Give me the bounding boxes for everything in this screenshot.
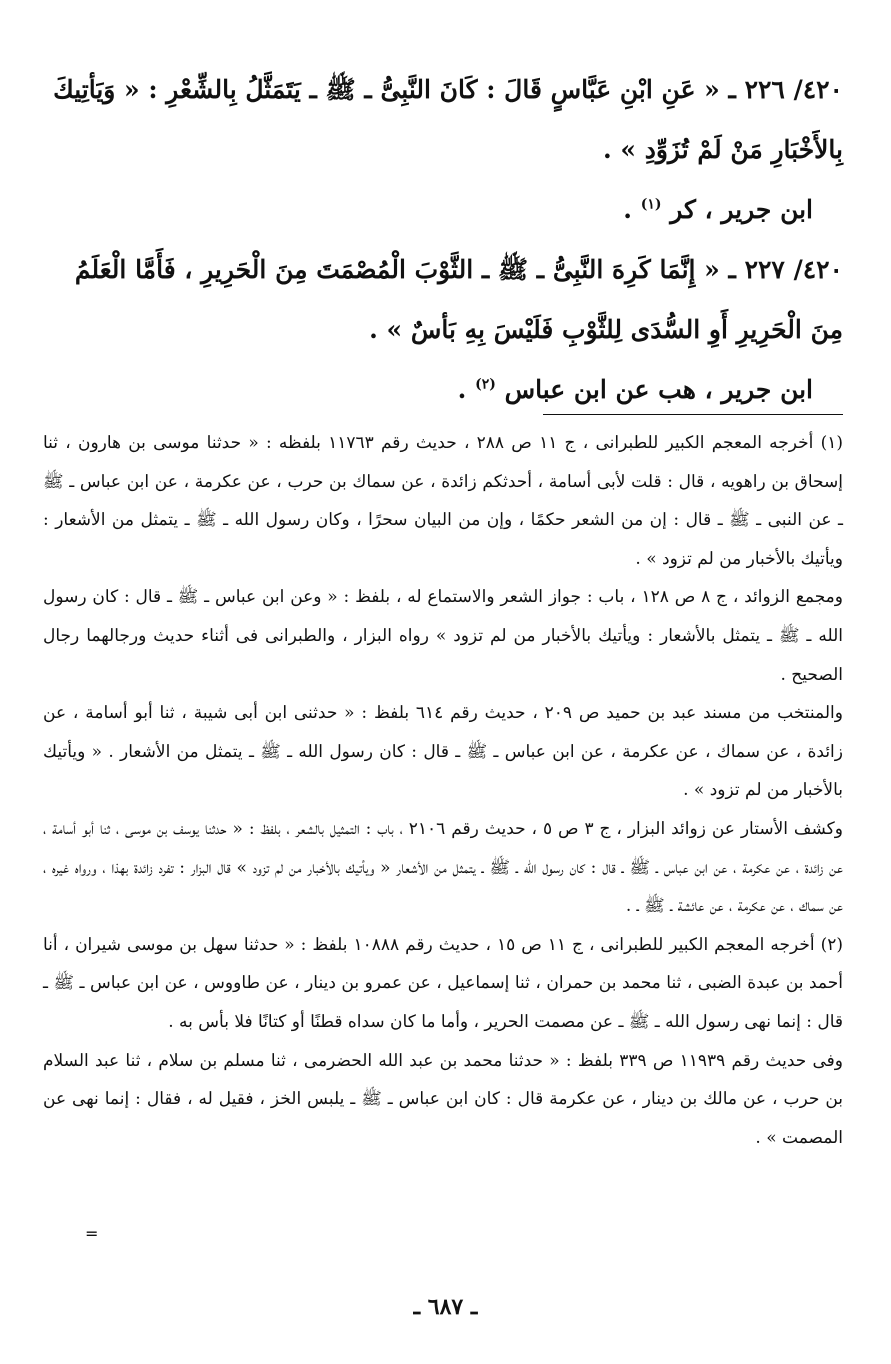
hadith-227-source: [43, 360, 843, 420]
source-end: .: [457, 375, 467, 404]
source-text: ابن جرير ، كر: [670, 195, 813, 224]
hadith-number: ٤٢٠/ ٢٢٦ ـ: [728, 75, 843, 104]
hadith-227-line1: [43, 240, 843, 300]
page-number: ـ ٦٨٧ ـ: [413, 1294, 478, 1320]
source-text: ابن جرير ، هب عن ابن عباس: [504, 375, 813, 404]
footnote-divider: [543, 414, 843, 415]
main-text-block: [43, 60, 843, 420]
footnote-1-para-3: والمنتخب من مسند عبد بن حميد ص ٢٠٩ ، حديث رقم ٦١٤ بلفظ : « حدثنى ابن أبى شيبة ، ثنا أبو أسامة ، عن زائدة ، عن سماك ، عن عكرمة ، عن ابن عباس ـ ﷺ ـ قال : كان رسول الله ـ ﷺ ـ يتمثل من الأشعار . « ويأتيك بالأخبار من لم تزود » .: [43, 703, 843, 801]
footnote-1-para-4: وكشف الأستار عن زوائد البزار ، ج ٣ ص ٥ ، حديث رقم ٢١٠٦ ، باب : التمثيل بالشعر ، بلفظ : « حدثنا يوسف بن موسى ، ثنا أبو أسامة ، عن زائدة ، عن عكرمة ، عن ابن عباس ـ ﷺ ـ قال : كان رسول الله ـ ﷺ ـ يتمثل من الأشعار « ويأتيك بالأخبار من لم تزود » قال البزار : تفرد زائدة بهذا ، ورواه غيره ، عن سماك ، عن عكرمة ، عن عائشة ـ ﷺ ـ .: [43, 818, 843, 917]
hadith-text: « إِنَّمَا كَرِهَ النَّبِىُّ ـ ﷺ ـ الثَّوْبَ الْمُصْمَتَ مِنَ الْحَرِيرِ ، فَأَمَّا الْعَلَمُ: [74, 255, 720, 284]
footnote-1-para-1: (١) أخرجه المعجم الكبير للطبرانى ، ج ١١ ص ٢٨٨ ، حديث رقم ١١٧٦٣ بلفظه : « حدثنا موسى بن هارون ، ثنا إسحاق بن راهويه ، قال : قلت لأبى أسامة ، أحدثكم زائدة ، عن سماك بن حرب ، عن عكرمة ، عن ابن عباس ـ ﷺ ـ عن النبى ـ ﷺ ـ قال : إن من الشعر حكمًا ، وإن من البيان سحرًا ، وكان رسول الله ـ ﷺ ـ يتمثل من الأشعار : ويأتيك بالأخبار من لم تزود » .: [43, 433, 843, 569]
continuation-mark: =: [85, 1224, 99, 1243]
footnotes-block: [43, 424, 843, 1157]
footnote-2-para-2: وفى حديث رقم ١١٩٣٩ ص ٣٣٩ بلفظ : « حدثنا محمد بن عبد الله الحضرمى ، ثنا مسلم بن سلام ، ثنا عبد السلام بن حرب ، عن مالك بن دينار ، عن عكرمة قال : كان ابن عباس ـ ﷺ ـ يلبس الخز ، فقيل له ، فقال : إنما نهى عن المصمت » .: [43, 1050, 843, 1148]
footnote-ref[interactable]: (٢): [475, 376, 496, 393]
hadith-227-line2: مِنَ الْحَرِيرِ أَوِ السُّدَى لِلثَّوْبِ فَلَيْسَ بِهِ بَأسٌ » .: [369, 315, 843, 344]
source-end: .: [623, 195, 632, 224]
hadith-number: ٤٢٠/ ٢٢٧ ـ: [728, 255, 843, 284]
hadith-226-source: [43, 180, 843, 240]
hadith-226-line2: بِالأَخْبَارِ مَنْ لَمْ تُزَوِّدِ » .: [602, 135, 843, 164]
hadith-226-line1: [43, 60, 843, 120]
footnote-2-para-1: (٢) أخرجه المعجم الكبير للطبرانى ، ج ١١ ص ١٥ ، حديث رقم ١٠٨٨٨ بلفظ : « حدثنا سهل بن موسى شيران ، أنا أحمد بن عبدة الضبى ، ثنا محمد بن حمران ، ثنا إسماعيل ، عن عمرو بن دينار ، عن طاووس ، عن ابن عباس ـ ﷺ ـ قال : إنما نهى رسول الله ـ ﷺ ـ عن مصمت الحرير ، وأما ما كان سداه قطنًا أو كتانًا فلا بأس به .: [43, 934, 843, 1032]
footnote-1-para-2: ومجمع الزوائد ، ج ٨ ص ١٢٨ ، باب : جواز الشعر والاستماع له ، بلفظ : « وعن ابن عباس ـ ﷺ ـ قال : كان رسول الله ـ ﷺ ـ يتمثل بالأشعار : ويأتيك بالأخبار من لم تزود » رواه البزار ، والطبرانى فى أثناء حديث ورجالهما رجال الصحيح .: [43, 587, 843, 685]
hadith-text: « عَنِ ابْنِ عَبَّاسٍ قَالَ : كَانَ النَّبِىُّ ـ ﷺ ـ يَتَمَثَّلُ بِالشِّعْرِ : « وَيَأتِيكَ: [53, 75, 720, 104]
footnote-ref[interactable]: (١): [640, 196, 662, 213]
